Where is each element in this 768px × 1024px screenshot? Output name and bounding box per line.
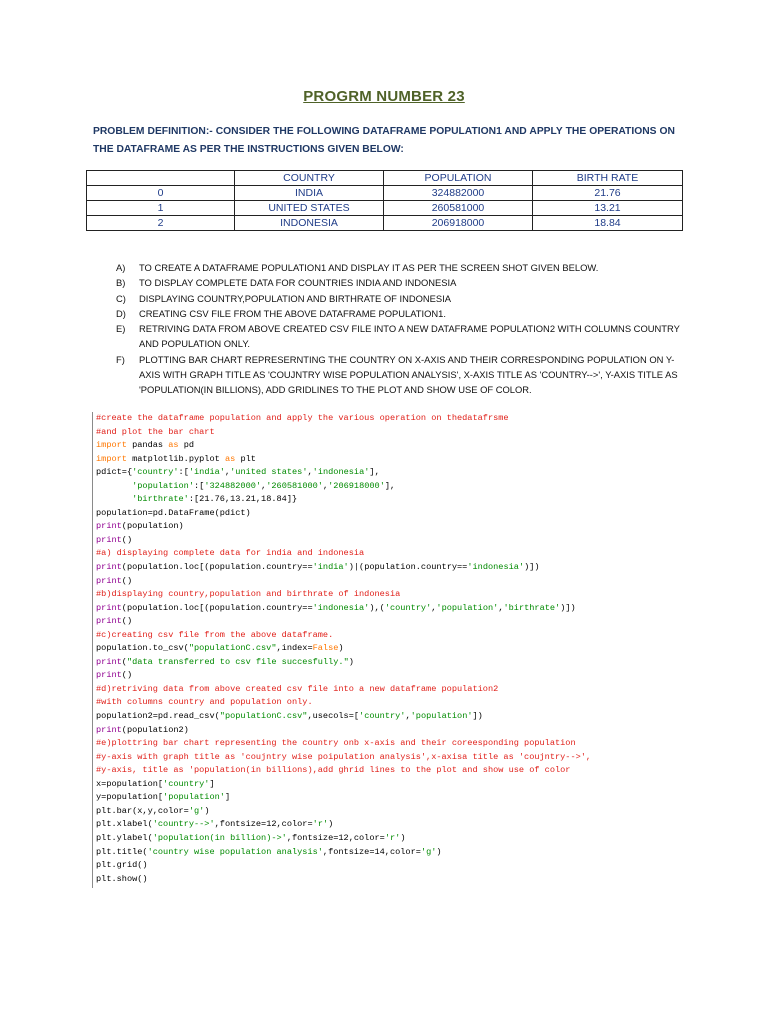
item-text: PLOTTING BAR CHART REPRESERNTING THE COUNTRY ON X-AXIS AND THEIR CORRESPONDING POPULATION ON Y-AXIS WITH GRAPH TITLE AS 'COUJNTRY WISE POPULATION ANALYSIS', X-AXIS TITLE AS 'COUNTRY-->', Y-AXIS TITLE AS 'POPULATION(IN BILLIONS), ADD GRIDLINES TO THE PLOT AND SHOW USE OF COLOR.: [139, 353, 678, 396]
header-birth-rate: BIRTH RATE: [533, 171, 683, 186]
code-token: 'g': [188, 805, 205, 816]
code-token: '260581000': [266, 480, 323, 491]
code-token: ): [204, 805, 210, 816]
item-letter: D): [116, 307, 126, 319]
code-line: [96, 615, 686, 629]
code-token: ): [328, 819, 334, 830]
code-token: (: [121, 656, 127, 667]
code-line: [96, 426, 686, 440]
cell-population: 206918000: [384, 216, 533, 231]
code-token: ]: [209, 778, 215, 789]
code-token: 'indonesia': [312, 467, 370, 478]
code-line: [96, 480, 686, 494]
code-token: (population): [121, 521, 184, 532]
code-token: #with columns country and population only.: [96, 697, 313, 708]
table-row: [87, 186, 683, 201]
table-header-row: [87, 171, 683, 186]
code-token: ,: [431, 602, 437, 613]
code-token: 'country': [163, 778, 210, 789]
code-token: 'g': [420, 846, 437, 857]
code-line: [96, 588, 686, 602]
code-line: [96, 873, 686, 887]
code-token: ,fontsize=12,color=: [214, 819, 313, 830]
code-line: [96, 846, 686, 860]
code-token: #b)displaying country,population and birthrate of indonesia: [96, 589, 401, 600]
code-token: matplotlib.pyplot: [126, 453, 225, 464]
code-line: [96, 534, 686, 548]
code-token: #y-axis, title as 'population(in billions),add ghrid lines to the plot and show use of color: [96, 765, 571, 776]
cell-index: 1: [87, 201, 235, 216]
code-token: population2=pd.read_csv(: [96, 711, 220, 722]
code-token: ,: [322, 480, 329, 491]
code-line: [96, 602, 686, 616]
code-token: 'population': [163, 792, 225, 803]
code-token: 'country wise population analysis': [147, 846, 323, 857]
code-token: 'indonesia': [467, 562, 525, 573]
code-token: pandas: [126, 440, 169, 451]
code-line: [96, 669, 686, 683]
code-token: [96, 494, 132, 504]
code-token: 'population': [436, 602, 499, 613]
code-token: ,: [307, 467, 313, 478]
list-item: [116, 321, 680, 352]
code-token: ,index=: [276, 643, 313, 654]
code-token: :[: [194, 480, 205, 491]
code-token: import: [96, 453, 127, 464]
code-line: [96, 751, 686, 765]
cell-index: 0: [87, 186, 235, 201]
code-token: ): [348, 656, 354, 667]
code-token: pd: [178, 440, 195, 451]
code-token: )]): [560, 602, 576, 613]
cell-country: INDONESIA: [235, 216, 384, 231]
cell-country: UNITED STATES: [235, 201, 384, 216]
code-token: [96, 481, 132, 491]
code-token: :[: [178, 467, 189, 478]
code-token: ): [338, 643, 344, 654]
code-token: '324882000': [204, 480, 262, 491]
code-line: [96, 710, 686, 724]
code-token: "populationC.csv": [188, 643, 277, 654]
code-token: 'r': [384, 832, 401, 843]
code-token: ,usecols=[: [307, 711, 360, 722]
code-token: ): [436, 846, 442, 857]
problem-definition: PROBLEM DEFINITION:- CONSIDER THE FOLLOWING DATAFRAME POPULATION1 AND APPLY THE OPERATIONS ON THE DATAFRAME AS PER THE INSTRUCTIONS GIVEN BELOW:: [93, 126, 675, 155]
code-token: plt.title(: [96, 846, 148, 857]
code-token: 'population(in billion)->': [152, 832, 287, 843]
code-token: print: [96, 602, 122, 613]
code-line: [96, 832, 686, 846]
code-line: [96, 547, 686, 561]
table-row: [87, 201, 683, 216]
code-line: [96, 412, 686, 426]
code-token: ,: [261, 480, 267, 491]
cell-population: 324882000: [384, 186, 533, 201]
code-token: print: [96, 575, 122, 586]
cell-population: 260581000: [384, 201, 533, 216]
code-line: [96, 683, 686, 697]
code-token: "data transferred to csv file succesfully.": [126, 656, 349, 667]
list-item: [116, 275, 680, 290]
code-token: 'india': [312, 562, 349, 573]
code-token: print: [96, 521, 122, 532]
code-token: ,fontsize=12,color=: [286, 832, 385, 843]
code-token: print: [96, 534, 122, 545]
code-token: ,fontsize=14,color=: [322, 846, 421, 857]
code-line: [96, 737, 686, 751]
code-token: ],: [384, 480, 396, 491]
code-token: 'birthrate': [503, 602, 561, 613]
code-token: #and plot the bar chart: [96, 426, 215, 437]
code-line: [96, 859, 686, 873]
list-item: [116, 291, 680, 306]
code-token: 'country': [359, 711, 406, 722]
code-token: 'india': [188, 467, 225, 478]
code-token: )|(population.country==: [348, 562, 468, 573]
code-token: population.to_csv(: [96, 643, 189, 654]
item-text: RETRIVING DATA FROM ABOVE CREATED CSV FILE INTO A NEW DATAFRAME POPULATION2 WITH COLUMNS COUNTRY AND POPULATION ONLY.: [139, 323, 680, 350]
code-line: [96, 507, 686, 521]
code-token: ],: [369, 467, 380, 478]
code-token: "populationC.csv": [219, 711, 308, 722]
code-token: 'birthrate': [132, 494, 189, 505]
code-token: import: [96, 440, 127, 451]
code-token: print: [96, 670, 122, 681]
code-line: [96, 656, 686, 670]
code-token: (population.loc[(population.country==: [121, 602, 313, 613]
code-token: x=population[: [96, 778, 164, 789]
code-token: plt: [235, 453, 256, 464]
item-letter: C): [116, 292, 126, 304]
code-token: #a) displaying complete data for india and indonesia: [96, 548, 365, 559]
code-token: (population.loc[(population.country==: [121, 562, 313, 573]
code-token: print: [96, 562, 122, 573]
header-index: [87, 171, 235, 186]
code-token: #e)plottring bar chart representing the country onb x-axis and their coreesponding population: [96, 738, 576, 749]
code-token: pdict={: [96, 467, 133, 478]
code-token: (): [121, 616, 133, 627]
code-line: [96, 818, 686, 832]
code-token: False: [312, 643, 339, 654]
code-token: '206918000': [328, 480, 385, 491]
code-token: ,: [224, 467, 231, 478]
item-letter: A): [116, 262, 126, 273]
code-token: plt.ylabel(: [96, 832, 153, 843]
code-line: [96, 629, 686, 643]
code-line: [96, 724, 686, 738]
item-text: CREATING CSV FILE FROM THE ABOVE DATAFRAME POPULATION1.: [139, 307, 446, 319]
code-token: 'r': [312, 819, 329, 830]
item-text: DISPLAYING COUNTRY,POPULATION AND BIRTHRATE OF INDONESIA: [139, 292, 452, 304]
code-line: [96, 453, 686, 467]
code-token: #d)retriving data from above created csv file into a new dataframe population2: [96, 683, 499, 694]
code-line: [96, 439, 686, 453]
code-token: ),(: [369, 602, 385, 613]
cell-country: INDIA: [235, 186, 384, 201]
code-token: plt.show(): [96, 873, 148, 884]
code-token: ]: [224, 792, 231, 803]
cell-birth-rate: 21.76: [533, 186, 683, 201]
header-country: COUNTRY: [235, 171, 384, 186]
code-line: [96, 764, 686, 778]
code-token: 'country': [384, 602, 432, 613]
code-token: print: [96, 656, 122, 667]
code-token: plt.grid(): [96, 860, 148, 871]
code-token: ]): [472, 711, 483, 722]
list-item: [116, 260, 680, 275]
cell-birth-rate: 13.21: [533, 201, 683, 216]
code-token: (): [121, 534, 133, 545]
code-line: [96, 778, 686, 792]
code-line: [96, 493, 686, 507]
code-token: 'population': [410, 711, 473, 722]
item-letter: E): [116, 323, 126, 335]
code-token: 'population': [132, 480, 194, 491]
code-line: [96, 575, 686, 589]
code-token: (): [121, 670, 133, 681]
code-token: (population2): [121, 724, 189, 735]
code-token: 'country': [132, 467, 179, 478]
code-block: [96, 412, 686, 886]
code-token: plt.bar(x,y,color=: [96, 805, 189, 816]
code-token: (): [121, 575, 133, 586]
item-letter: B): [116, 277, 126, 289]
code-token: print: [96, 724, 122, 735]
cell-index: 2: [87, 216, 235, 231]
code-token: as: [224, 453, 236, 464]
code-token: population=pd.DataFrame(pdict): [96, 507, 251, 518]
code-token: plt.xlabel(: [96, 819, 153, 830]
code-line: [96, 561, 686, 575]
code-token: :[21.76,13.21,18.84]}: [188, 494, 298, 505]
list-item: [116, 306, 680, 321]
table-row: [87, 216, 683, 231]
code-token: as: [168, 440, 179, 451]
code-token: y=population[: [96, 792, 164, 803]
cell-birth-rate: 18.84: [533, 216, 683, 231]
list-item: [116, 352, 680, 398]
code-token: 'country-->': [152, 819, 215, 830]
code-token: ,: [405, 711, 411, 722]
code-token: 'united states': [230, 467, 308, 478]
instruction-list: [116, 260, 680, 398]
code-token: #y-axis with graph title as 'coujntry wise poipulation analysis',x-axisa title as 'coujntry-->',: [96, 751, 592, 762]
code-token: 'indonesia': [312, 602, 370, 613]
population-table: [86, 170, 683, 231]
code-line: [96, 466, 686, 480]
code-token: print: [96, 616, 122, 627]
item-text: TO CREATE A DATAFRAME POPULATION1 AND DISPLAY IT AS PER THE SCREEN SHOT GIVEN BELOW.: [139, 262, 599, 273]
item-text: TO DISPLAY COMPLETE DATA FOR COUNTRIES INDIA AND INDONESIA: [139, 277, 457, 289]
code-line: [96, 696, 686, 710]
code-token: #create the dataframe population and apply the various operation on thedatafrsme: [96, 413, 509, 423]
code-token: )]): [524, 562, 540, 573]
header-population: POPULATION: [384, 171, 533, 186]
code-line: [96, 520, 686, 534]
code-token: ): [400, 832, 406, 843]
code-token: #c)creating csv file from the above dataframe.: [96, 629, 334, 640]
code-line: [96, 805, 686, 819]
code-line: [96, 791, 686, 805]
code-token: ,: [498, 602, 504, 613]
item-letter: F): [116, 353, 125, 365]
code-line: [96, 642, 686, 656]
page-title: PROGRM NUMBER 23: [303, 88, 465, 105]
